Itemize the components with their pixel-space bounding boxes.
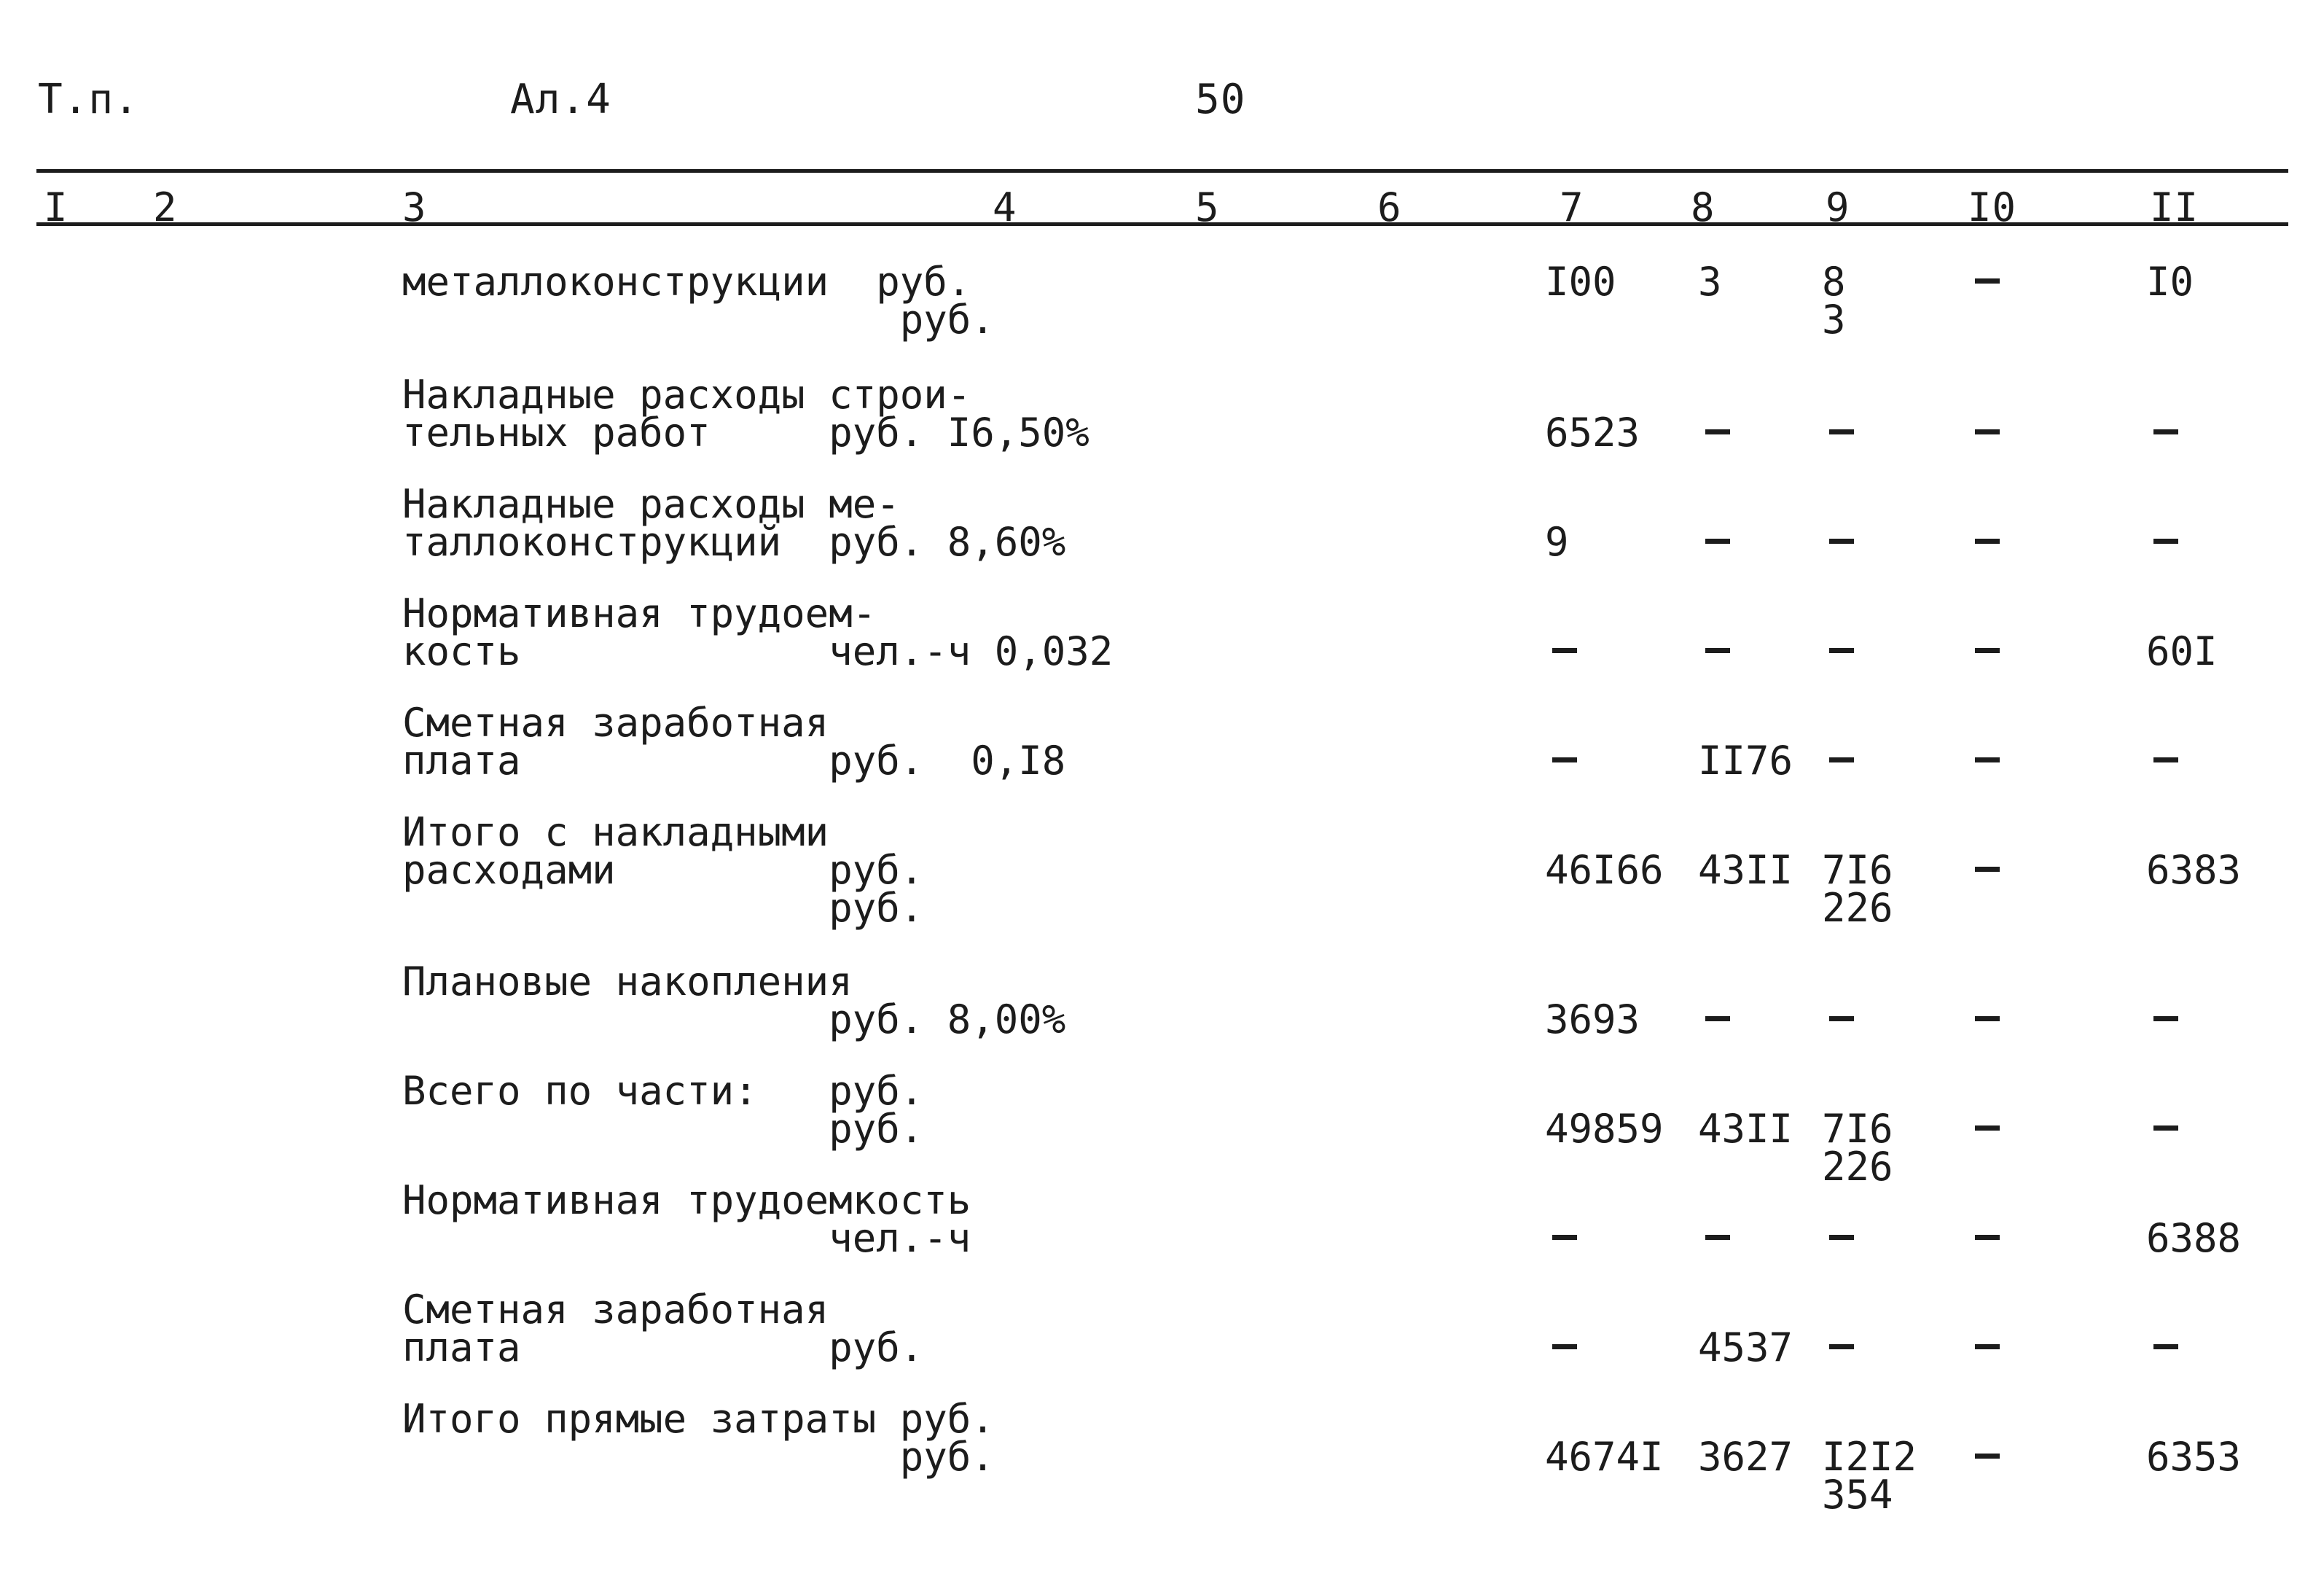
header-left: Т.п. bbox=[38, 76, 139, 123]
dash-c10 bbox=[1975, 648, 2000, 653]
dash-c7 bbox=[1552, 648, 1577, 653]
cell-c7: 4674I bbox=[1545, 1434, 1664, 1480]
col-5-header: 5 bbox=[1195, 184, 1220, 230]
col-9-header: 9 bbox=[1826, 184, 1850, 230]
cell-c9: 8 bbox=[1822, 259, 1846, 305]
row-label-line: расходами руб. bbox=[402, 847, 924, 893]
dash-c8 bbox=[1705, 429, 1730, 434]
col-1-header: I bbox=[44, 184, 69, 230]
cell-c9: 7I6 bbox=[1822, 1106, 1893, 1152]
dash-c10 bbox=[1975, 1125, 2000, 1131]
row-label-line: Накладные расходы ме- bbox=[402, 481, 900, 527]
dash-c11 bbox=[2153, 429, 2178, 434]
cell-c8: II76 bbox=[1698, 738, 1793, 784]
row-label-line: чел.-ч bbox=[402, 1215, 971, 1261]
dash-c10 bbox=[1975, 757, 2000, 762]
dash-c11 bbox=[2153, 757, 2178, 762]
row-label-line: руб. 8,00% bbox=[402, 996, 1066, 1042]
col-6-header: 6 bbox=[1377, 184, 1402, 230]
cell-c11: 6353 bbox=[2146, 1434, 2242, 1480]
dash-c8 bbox=[1705, 648, 1730, 653]
top-rule bbox=[36, 169, 2288, 173]
cell-c9: 7I6 bbox=[1822, 847, 1893, 893]
dash-c7 bbox=[1552, 1235, 1577, 1240]
col-11-header: II bbox=[2150, 184, 2199, 230]
cell-c8: 4537 bbox=[1698, 1324, 1793, 1370]
dash-c10 bbox=[1975, 867, 2000, 872]
dash-c10 bbox=[1975, 1235, 2000, 1240]
dash-c8 bbox=[1705, 539, 1730, 544]
row-label-line: Нормативная трудоем- bbox=[402, 590, 877, 636]
dash-c9 bbox=[1829, 1344, 1854, 1349]
dash-c11 bbox=[2153, 539, 2178, 544]
dash-c9 bbox=[1829, 429, 1854, 434]
dash-c10 bbox=[1975, 278, 2000, 284]
col-4-header: 4 bbox=[993, 184, 1017, 230]
dash-c10 bbox=[1975, 1454, 2000, 1459]
dash-c9 bbox=[1829, 1235, 1854, 1240]
dash-c10 bbox=[1975, 539, 2000, 544]
row-label-line: руб. bbox=[402, 885, 924, 931]
row-label-line: металлоконструкции руб. bbox=[402, 259, 971, 305]
dash-c11 bbox=[2153, 1344, 2178, 1349]
row-label-line: руб. bbox=[402, 1106, 924, 1152]
cell-c9: 354 bbox=[1822, 1472, 1893, 1518]
cell-c7: 49859 bbox=[1545, 1106, 1664, 1152]
row-label-line: плата руб. 0,I8 bbox=[402, 738, 1066, 784]
row-label-line: Сметная заработная bbox=[402, 1287, 829, 1333]
row-label-line: Итого с накладными bbox=[402, 809, 829, 855]
cell-c8: 43II bbox=[1698, 847, 1793, 893]
row-label-line: плата руб. bbox=[402, 1324, 924, 1370]
cell-c8: 3627 bbox=[1698, 1434, 1793, 1480]
dash-c8 bbox=[1705, 1235, 1730, 1240]
page-number: 50 bbox=[1195, 76, 1246, 123]
row-label-line: Сметная заработная bbox=[402, 700, 829, 746]
dash-c11 bbox=[2153, 1125, 2178, 1131]
dash-c10 bbox=[1975, 1016, 2000, 1021]
row-label-line: тельных работ руб. I6,50% bbox=[402, 410, 1089, 456]
col-10-header: I0 bbox=[1968, 184, 2017, 230]
col-8-header: 8 bbox=[1691, 184, 1715, 230]
dash-c10 bbox=[1975, 429, 2000, 434]
dash-c10 bbox=[1975, 1344, 2000, 1349]
col-3-header: 3 bbox=[402, 184, 427, 230]
row-label-line: кость чел.-ч 0,032 bbox=[402, 628, 1114, 674]
dash-c9 bbox=[1829, 539, 1854, 544]
dash-c7 bbox=[1552, 757, 1577, 762]
cell-c9: 226 bbox=[1822, 1144, 1893, 1190]
dash-c7 bbox=[1552, 1344, 1577, 1349]
cell-c7: I00 bbox=[1545, 259, 1616, 305]
dash-c8 bbox=[1705, 1016, 1730, 1021]
row-label-line: руб. bbox=[402, 1434, 995, 1480]
col-2-header: 2 bbox=[153, 184, 178, 230]
dash-c9 bbox=[1829, 757, 1854, 762]
cell-c11: 6383 bbox=[2146, 847, 2242, 893]
cell-c11: I0 bbox=[2146, 259, 2194, 305]
dash-c9 bbox=[1829, 648, 1854, 653]
cell-c7: 6523 bbox=[1545, 410, 1640, 456]
cell-c7: 3693 bbox=[1545, 996, 1640, 1042]
header-rule bbox=[36, 222, 2288, 226]
cell-c9: 226 bbox=[1822, 885, 1893, 931]
dash-c11 bbox=[2153, 1016, 2178, 1021]
cell-c9: 3 bbox=[1822, 297, 1846, 343]
row-label-line: Всего по части: руб. bbox=[402, 1068, 924, 1114]
cell-c7: 9 bbox=[1545, 519, 1569, 565]
cell-c11: 6388 bbox=[2146, 1215, 2242, 1261]
row-label-line: Нормативная трудоемкость bbox=[402, 1177, 971, 1223]
cell-c8: 43II bbox=[1698, 1106, 1793, 1152]
header-middle: Ал.4 bbox=[510, 76, 611, 123]
dash-c9 bbox=[1829, 1016, 1854, 1021]
col-7-header: 7 bbox=[1560, 184, 1584, 230]
row-label-line: таллоконструкций руб. 8,60% bbox=[402, 519, 1066, 565]
row-label-line: Накладные расходы строи- bbox=[402, 372, 971, 418]
cell-c9: I2I2 bbox=[1822, 1434, 1917, 1480]
cell-c11: 60I bbox=[2146, 628, 2218, 674]
row-label-line: Итого прямые затраты руб. bbox=[402, 1396, 995, 1442]
cell-c7: 46I66 bbox=[1545, 847, 1664, 893]
row-label-line: руб. bbox=[402, 297, 995, 343]
row-label-line: Плановые накопления bbox=[402, 959, 853, 1004]
cell-c8: 3 bbox=[1698, 259, 1722, 305]
